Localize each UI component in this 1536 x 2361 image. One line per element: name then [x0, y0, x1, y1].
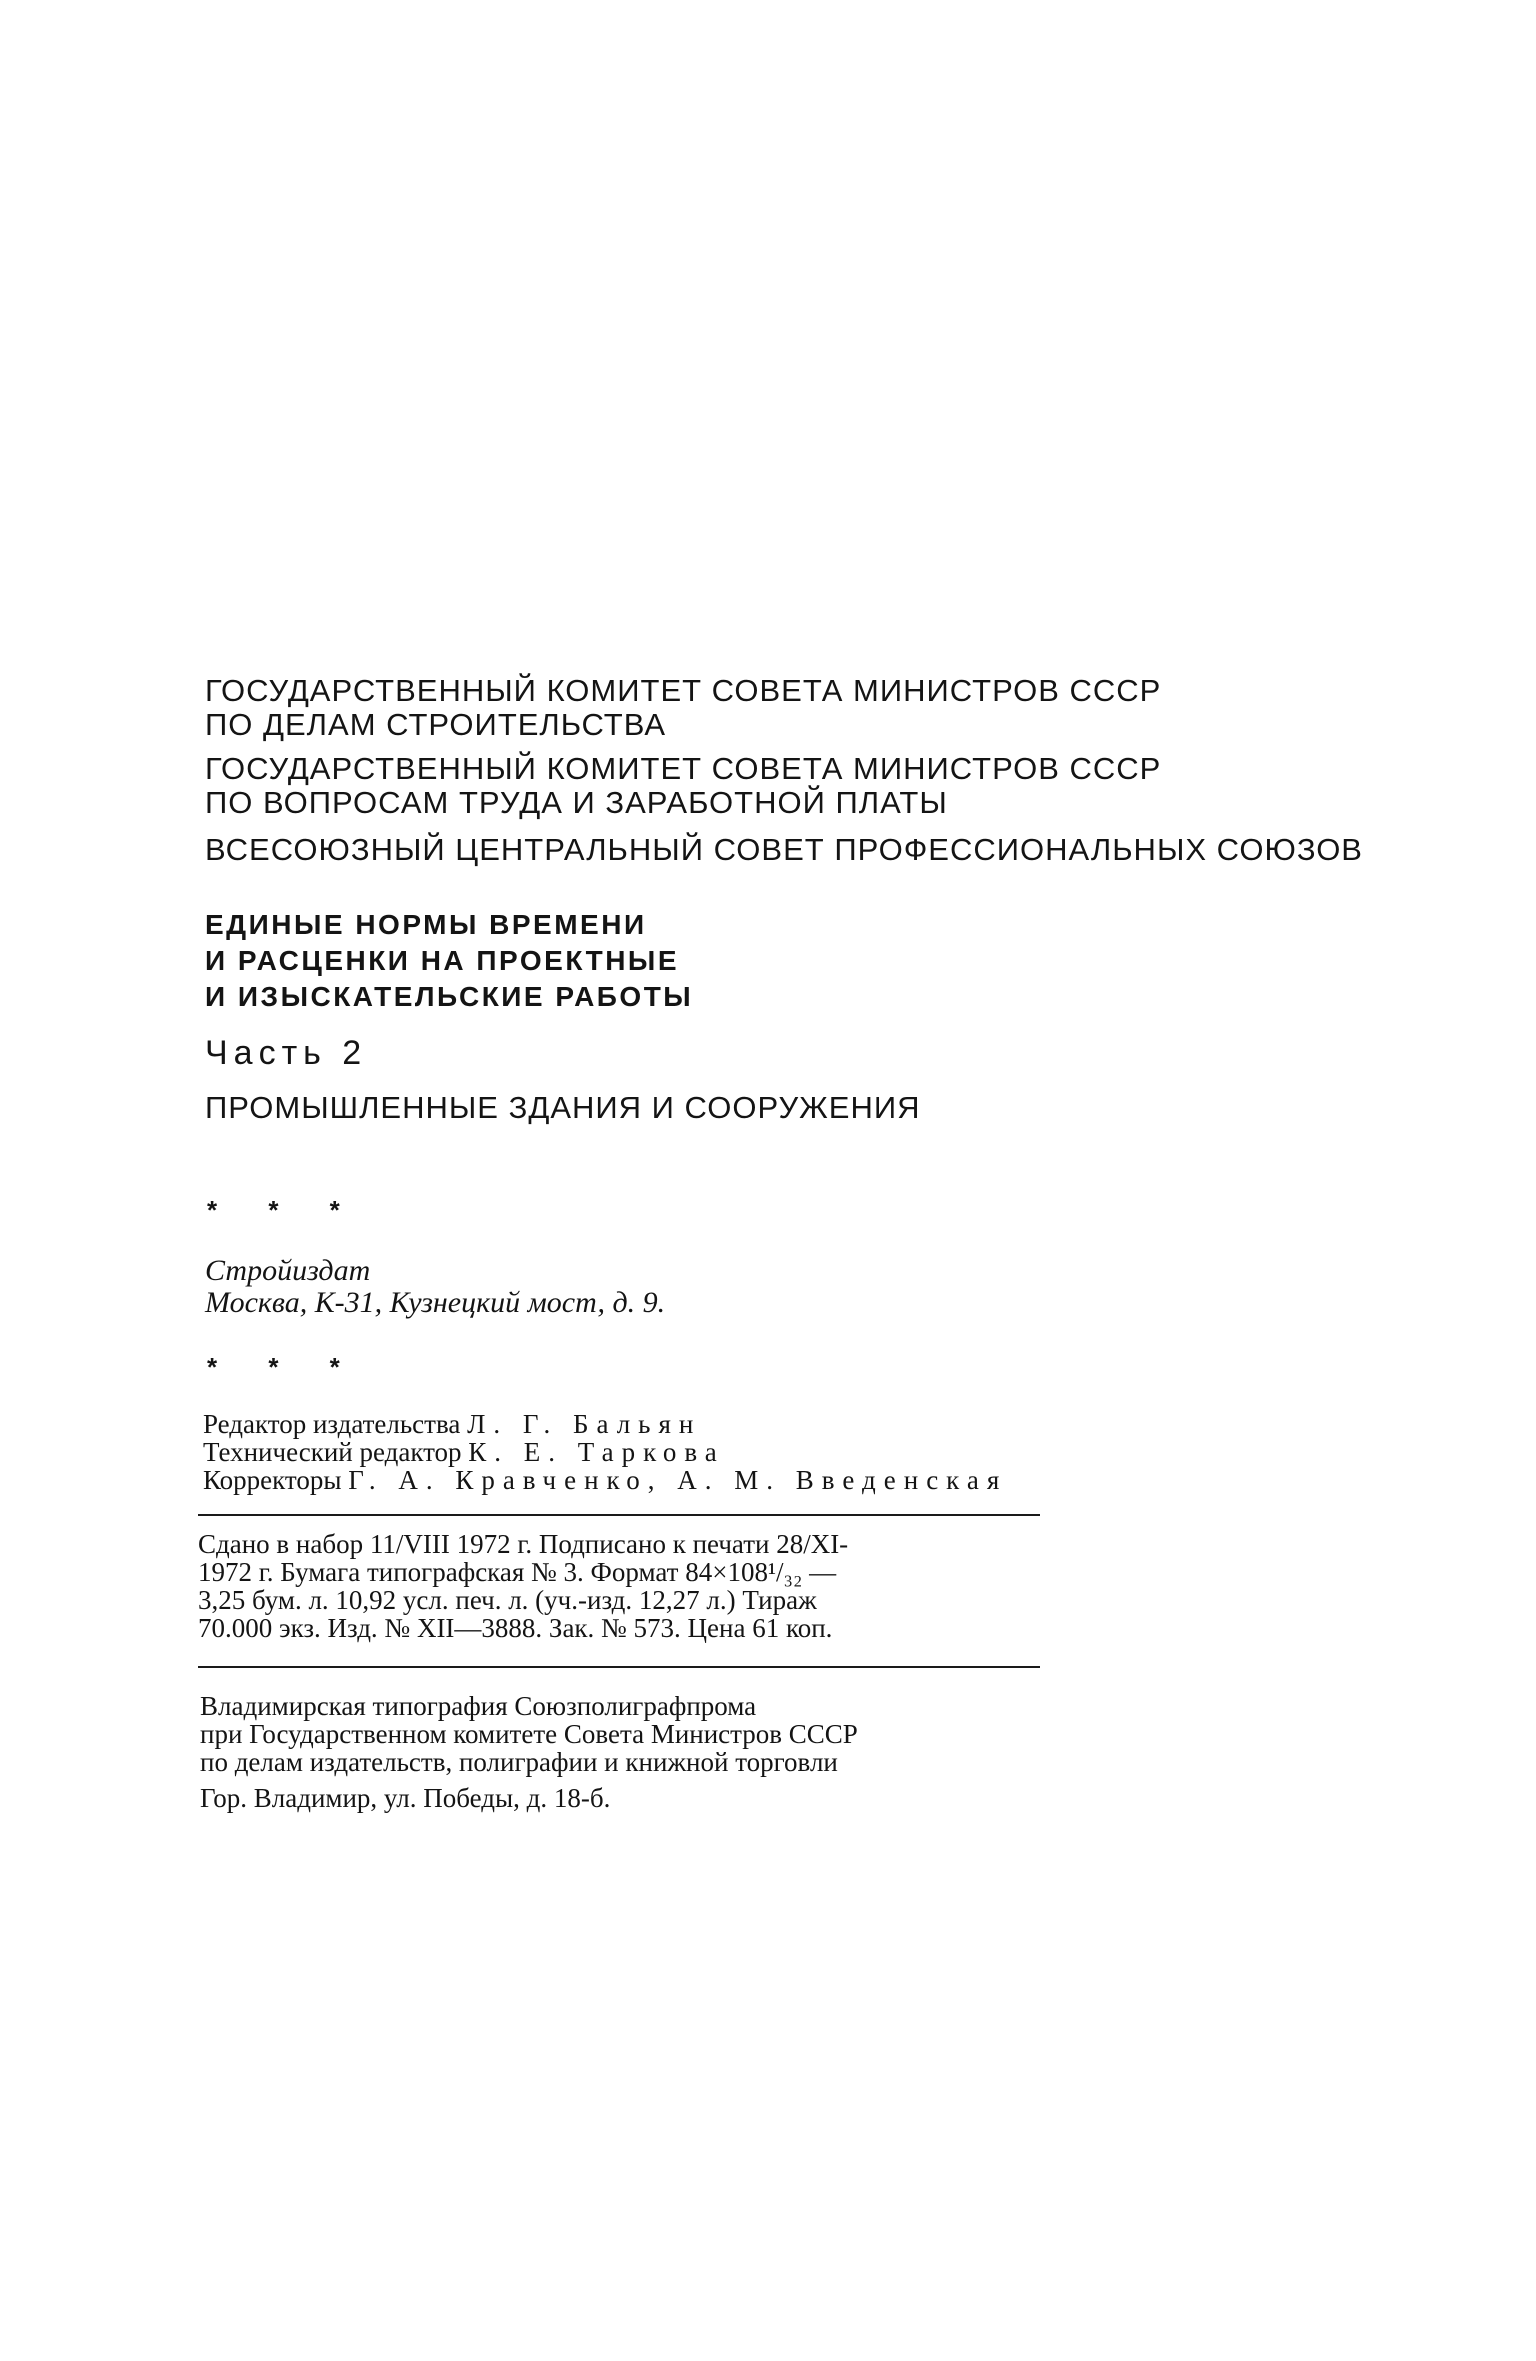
correctors-label: Корректоры: [203, 1465, 342, 1495]
tech-editor-line: [203, 1438, 725, 1466]
org2-line1: ГОСУДАРСТВЕННЫЙ КОМИТЕТ СОВЕТА МИНИСТРОВ СССР: [205, 751, 1162, 786]
printer-line2: при Государственном комитете Совета Министров СССР: [200, 1719, 858, 1749]
imprint-line3: 3,25 бум. л. 10,92 усл. печ. л. (уч.-изд. 12,27 л.) Тираж: [198, 1585, 817, 1615]
separator-stars-2: * * *: [207, 1352, 362, 1382]
tech-editor-name: К. Е. Таркова: [468, 1437, 725, 1467]
printer-line3: по делам издательств, полиграфии и книжной торговли: [200, 1747, 838, 1777]
editor-line: [203, 1410, 701, 1438]
org1-line1: ГОСУДАРСТВЕННЫЙ КОМИТЕТ СОВЕТА МИНИСТРОВ СССР: [205, 673, 1162, 708]
tech-editor-label: Технический редактор: [203, 1437, 462, 1467]
publisher-name: Стройиздат: [205, 1254, 371, 1287]
editor-name: Л. Г. Бальян: [467, 1409, 702, 1439]
subtitle: ПРОМЫШЛЕННЫЕ ЗДАНИЯ И СООРУЖЕНИЯ: [205, 1090, 921, 1125]
title-line3: И ИЗЫСКАТЕЛЬСКИЕ РАБОТЫ: [205, 981, 694, 1012]
correctors-names: Г. А. Кравченко, А. М. Введенская: [348, 1465, 1008, 1495]
divider-rule-2: [198, 1666, 1040, 1668]
editor-label: Редактор издательства: [203, 1409, 461, 1439]
correctors-line: [203, 1466, 1007, 1494]
printer-line1: Владимирская типография Союзполиграфпрома: [200, 1691, 757, 1721]
title-line2: И РАСЦЕНКИ НА ПРОЕКТНЫЕ: [205, 945, 680, 976]
org1-line2: ПО ДЕЛАМ СТРОИТЕЛЬСТВА: [205, 707, 667, 742]
org3-line1: ВСЕСОЮЗНЫЙ ЦЕНТРАЛЬНЫЙ СОВЕТ ПРОФЕССИОНАЛЬНЫХ СОЮЗОВ: [205, 832, 1363, 867]
separator-stars: * * *: [207, 1195, 362, 1225]
imprint-line1: Сдано в набор 11/VIII 1972 г. Подписано к печати 28/XI-: [198, 1529, 849, 1559]
imprint-line2: 1972 г. Бумага типографская № 3. Формат 84×108¹/₃₂ —: [198, 1557, 837, 1587]
title-line1: ЕДИНЫЕ НОРМЫ ВРЕМЕНИ: [205, 909, 647, 940]
imprint-line4: 70.000 экз. Изд. № XII—3888. Зак. № 573. Цена 61 коп.: [198, 1613, 833, 1643]
org2-line2: ПО ВОПРОСАМ ТРУДА И ЗАРАБОТНОЙ ПЛАТЫ: [205, 785, 948, 820]
part-number: Часть 2: [205, 1034, 368, 1072]
printer-line4: Гор. Владимир, ул. Победы, д. 18-б.: [200, 1783, 611, 1813]
publisher-address: Москва, К-31, Кузнецкий мост, д. 9.: [205, 1286, 666, 1319]
divider-rule-1: [198, 1514, 1040, 1516]
